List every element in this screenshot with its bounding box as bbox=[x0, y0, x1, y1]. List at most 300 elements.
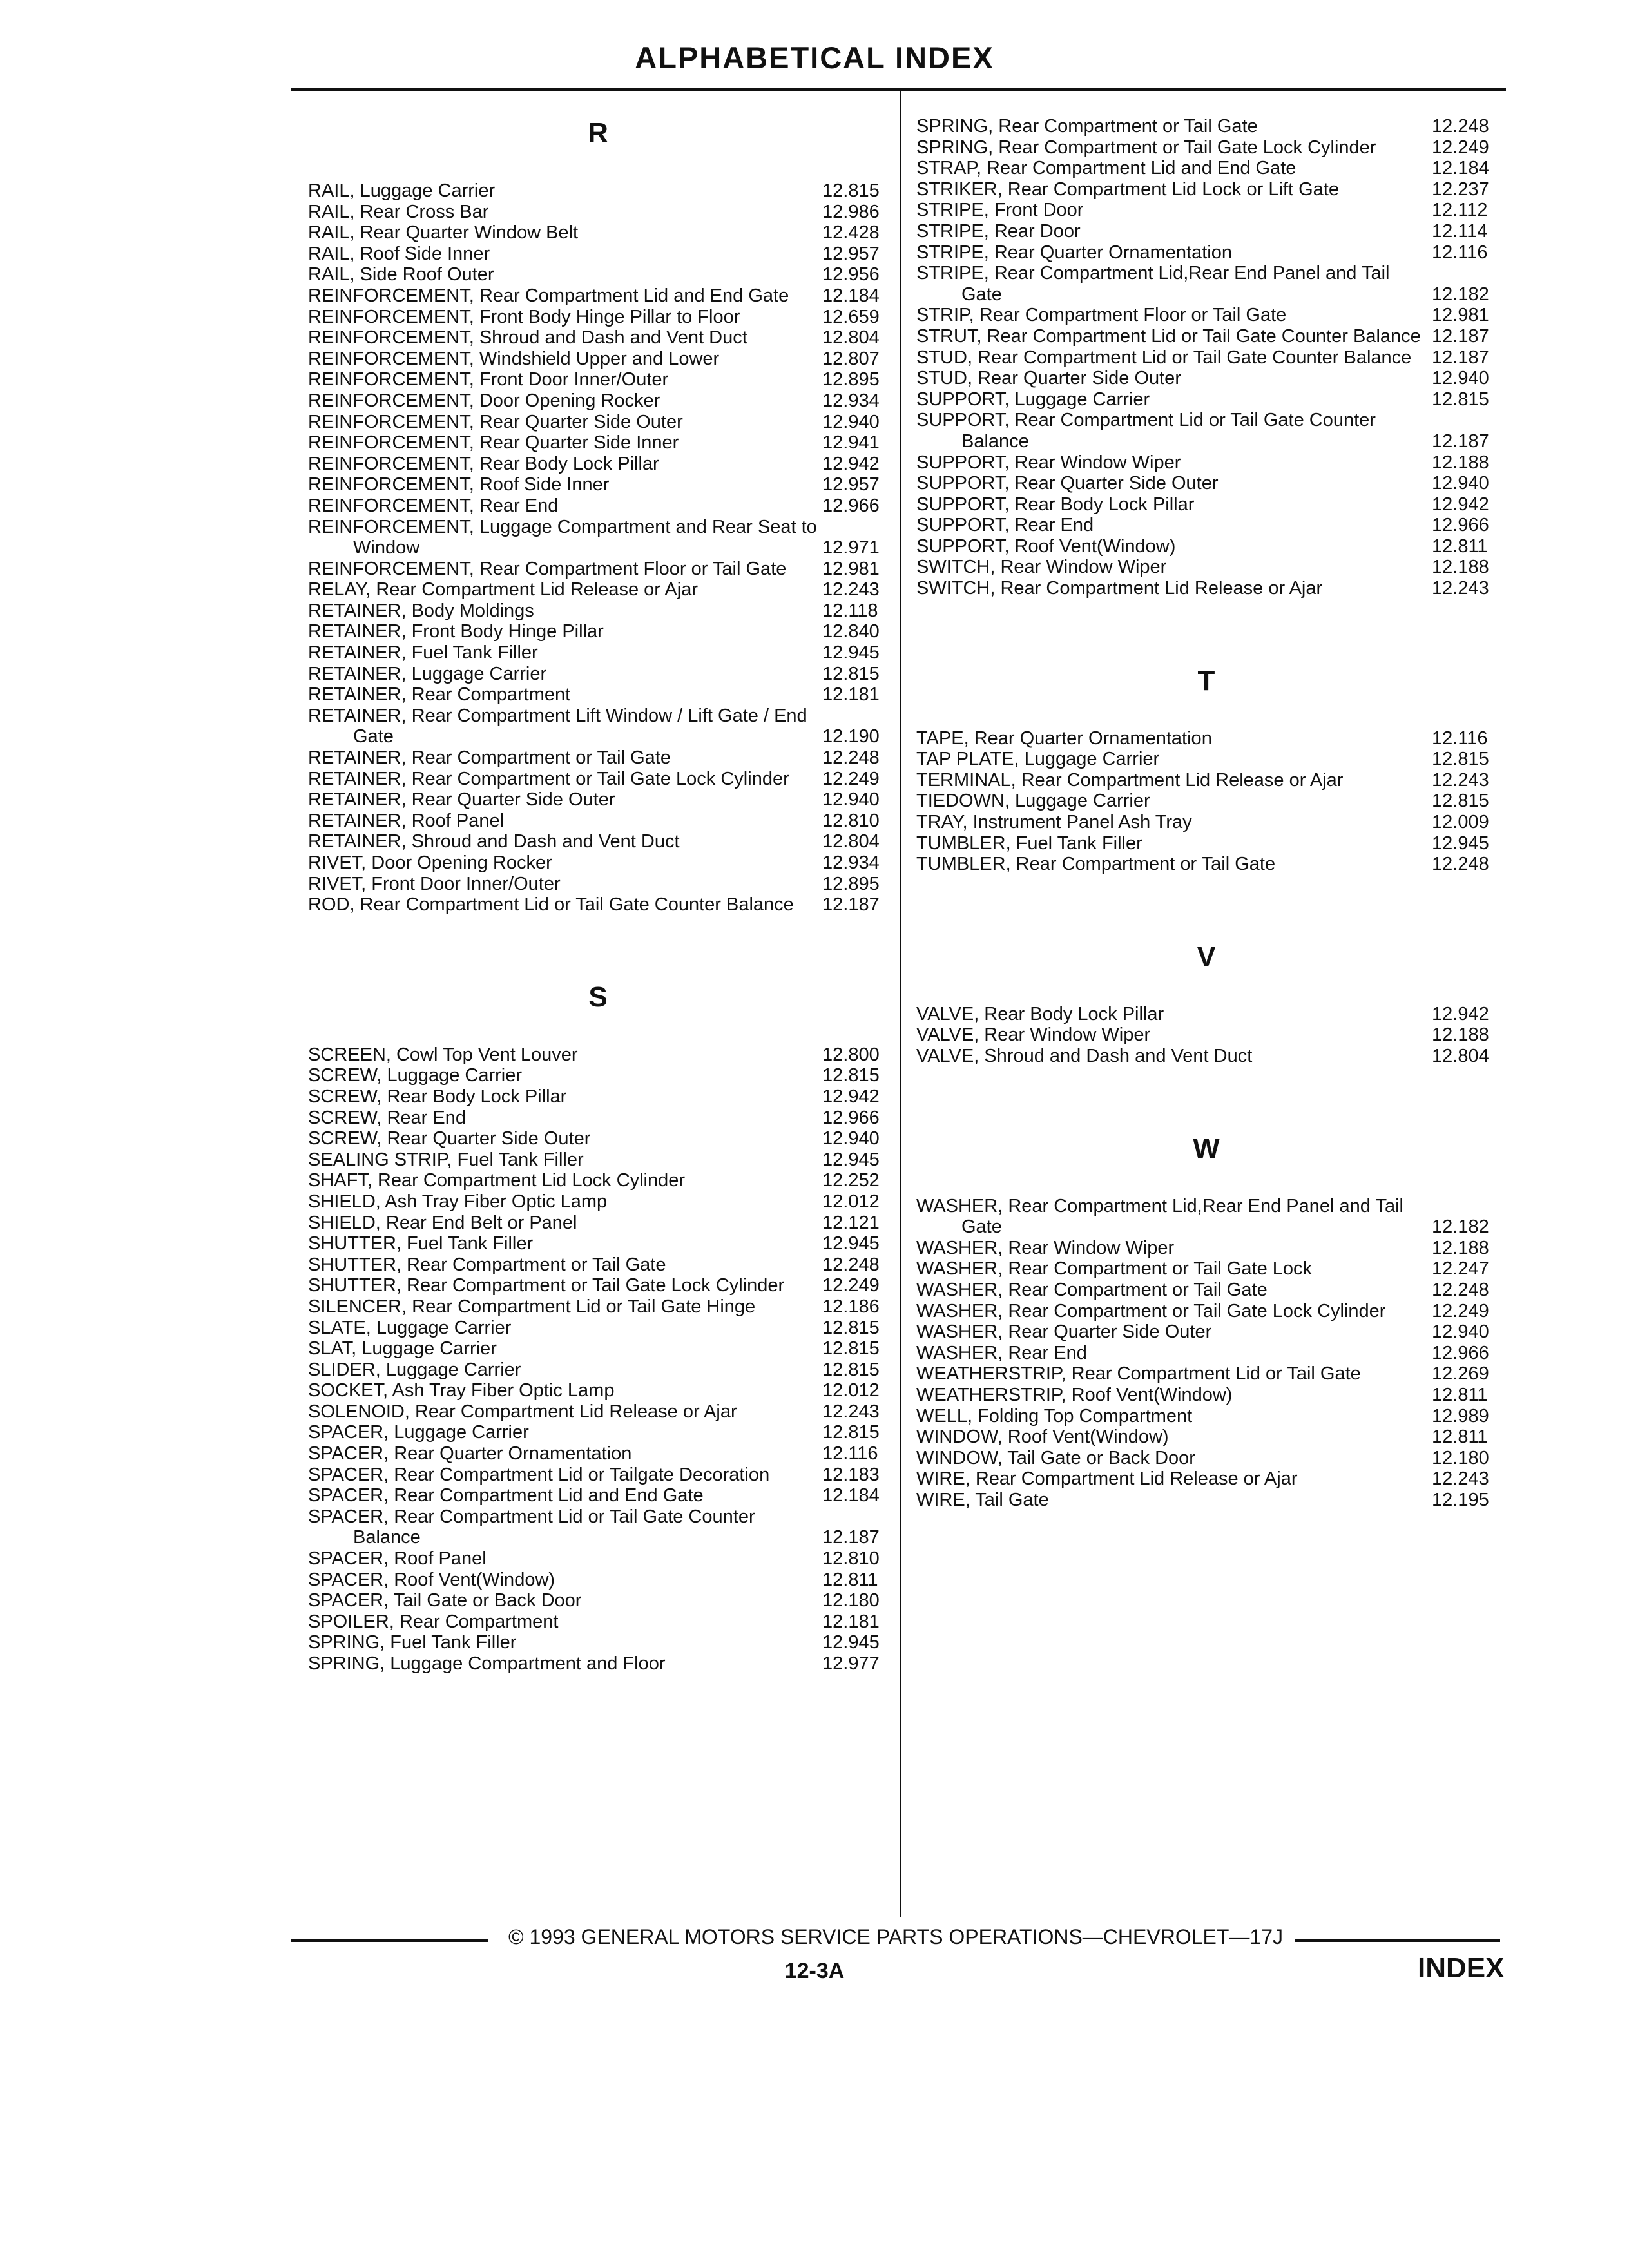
entry-page: 12.187 bbox=[822, 894, 880, 916]
entry-text: WINDOW, Tail Gate or Back Door bbox=[916, 1447, 1195, 1468]
entry-text: REINFORCEMENT, Rear Quarter Side Inner bbox=[308, 432, 679, 454]
entry-text: SHIELD, Rear End Belt or Panel bbox=[308, 1212, 577, 1233]
section-gap bbox=[916, 875, 1496, 939]
entry-text: SPACER, Rear Compartment Lid or Tailgate Decoration bbox=[308, 1464, 770, 1485]
entry-page: 12.187 bbox=[1432, 325, 1489, 347]
index-entry bbox=[308, 517, 888, 559]
section-gap bbox=[308, 916, 888, 980]
entry-page: 12.181 bbox=[822, 684, 880, 706]
index-entry bbox=[916, 158, 1496, 179]
entry-text: SPRING, Luggage Compartment and Floor bbox=[308, 1653, 666, 1674]
index-entry bbox=[308, 412, 888, 433]
entry-text: WEATHERSTRIP, Rear Compartment Lid or Tail Gate bbox=[916, 1363, 1361, 1385]
entry-page: 12.811 bbox=[1432, 1427, 1488, 1448]
entry-text: STUD, Rear Compartment Lid or Tail Gate Counter Balance bbox=[916, 347, 1412, 368]
entry-page: 12.118 bbox=[822, 600, 878, 621]
index-entry bbox=[916, 578, 1496, 599]
index-entry bbox=[308, 1065, 888, 1086]
entry-text: SLIDER, Luggage Carrier bbox=[308, 1359, 521, 1380]
index-entry bbox=[308, 1191, 888, 1213]
entry-page: 12.114 bbox=[1432, 220, 1488, 242]
entry-page: 12.237 bbox=[1432, 178, 1489, 200]
index-entry bbox=[916, 368, 1496, 389]
index-entry bbox=[916, 410, 1496, 452]
index-entry bbox=[308, 1128, 888, 1149]
index-entry bbox=[308, 244, 888, 265]
index-entry-list bbox=[916, 116, 1496, 599]
entry-text: SHAFT, Rear Compartment Lid Lock Cylinder bbox=[308, 1170, 686, 1191]
entry-text: SHUTTER, Rear Compartment or Tail Gate Lock Cylinder bbox=[308, 1275, 785, 1296]
index-entry bbox=[916, 137, 1496, 159]
index-entry bbox=[308, 579, 888, 601]
index-entry bbox=[308, 664, 888, 685]
index-entry bbox=[308, 621, 888, 642]
entry-page: 12.186 bbox=[822, 1296, 880, 1317]
entry-page: 12.248 bbox=[822, 1254, 880, 1275]
index-entry-list bbox=[916, 1196, 1496, 1511]
entry-page: 12.981 bbox=[1432, 305, 1489, 326]
entry-page: 12.940 bbox=[1432, 473, 1489, 494]
entry-text: SPACER, Rear Compartment Lid and End Gate bbox=[308, 1485, 704, 1506]
entry-text: VALVE, Rear Body Lock Pillar bbox=[916, 1003, 1164, 1024]
index-entry bbox=[308, 1401, 888, 1423]
entry-text: REINFORCEMENT, Shroud and Dash and Vent Duct bbox=[308, 327, 747, 349]
entry-page: 12.804 bbox=[1432, 1046, 1489, 1066]
entry-text: SHUTTER, Rear Compartment or Tail Gate bbox=[308, 1254, 666, 1275]
title-rule bbox=[291, 88, 1506, 91]
entry-text: VALVE, Rear Window Wiper bbox=[916, 1024, 1151, 1046]
entry-page: 12.243 bbox=[822, 1401, 880, 1422]
index-entry bbox=[308, 222, 888, 244]
entry-page: 12.815 bbox=[822, 1317, 880, 1338]
entry-text: RETAINER, Rear Compartment bbox=[308, 684, 571, 706]
entry-text: RETAINER, Shroud and Dash and Vent Duct bbox=[308, 831, 680, 852]
entry-text: WELL, Folding Top Compartment bbox=[916, 1405, 1193, 1427]
entry-text: SPACER, Rear Compartment Lid or Tail Gate Counter Balance bbox=[308, 1506, 755, 1548]
entry-text: REINFORCEMENT, Windshield Upper and Lower bbox=[308, 348, 720, 369]
entry-text: REINFORCEMENT, Luggage Compartment and Rear Seat to Window bbox=[308, 516, 817, 559]
index-entry bbox=[308, 1275, 888, 1296]
entry-text: WASHER, Rear Quarter Side Outer bbox=[916, 1321, 1212, 1343]
entry-text: WEATHERSTRIP, Roof Vent(Window) bbox=[916, 1384, 1233, 1405]
entry-page: 12.184 bbox=[822, 285, 880, 306]
entry-page: 12.187 bbox=[822, 1527, 880, 1548]
entry-text: RETAINER, Rear Compartment or Tail Gate Lock Cylinder bbox=[308, 768, 789, 789]
index-entry-list bbox=[308, 180, 888, 916]
entry-text: SUPPORT, Luggage Carrier bbox=[916, 389, 1150, 410]
entry-page: 12.966 bbox=[1432, 515, 1489, 536]
entry-page: 12.243 bbox=[1432, 769, 1489, 791]
entry-page: 12.249 bbox=[1432, 1300, 1489, 1321]
entry-page: 12.112 bbox=[1432, 200, 1488, 221]
index-entry bbox=[308, 1590, 888, 1611]
entry-text: SPACER, Tail Gate or Back Door bbox=[308, 1590, 582, 1611]
entry-page: 12.188 bbox=[1432, 1237, 1489, 1258]
entry-text: WASHER, Rear Compartment Lid,Rear End Panel and Tail Gate bbox=[916, 1195, 1403, 1238]
entry-text: RETAINER, Rear Quarter Side Outer bbox=[308, 789, 615, 811]
index-entry bbox=[308, 642, 888, 664]
index-entry bbox=[308, 852, 888, 874]
entry-text: WASHER, Rear Compartment or Tail Gate Lock Cylinder bbox=[916, 1300, 1386, 1321]
index-entry bbox=[916, 515, 1496, 536]
index-entry bbox=[916, 1024, 1496, 1046]
entry-page: 12.243 bbox=[822, 579, 880, 601]
entry-page: 12.934 bbox=[822, 852, 880, 873]
index-entry bbox=[916, 1448, 1496, 1469]
entry-page: 12.956 bbox=[822, 264, 880, 285]
index-entry bbox=[916, 116, 1496, 137]
index-entry bbox=[308, 1570, 888, 1591]
entry-text: RAIL, Rear Cross Bar bbox=[308, 201, 489, 222]
index-entry bbox=[916, 1363, 1496, 1385]
entry-text: SCREW, Rear Quarter Side Outer bbox=[308, 1128, 591, 1149]
entry-text: SPRING, Fuel Tank Filler bbox=[308, 1632, 517, 1653]
index-entry bbox=[308, 1108, 888, 1129]
index-entry bbox=[916, 347, 1496, 369]
footer-rule-left bbox=[291, 1939, 488, 1942]
entry-text: RAIL, Roof Side Inner bbox=[308, 243, 490, 264]
entry-text: WIRE, Tail Gate bbox=[916, 1489, 1049, 1510]
page-number: 12-3A bbox=[784, 1959, 845, 1983]
entry-text: STRIP, Rear Compartment Floor or Tail Gate bbox=[916, 305, 1287, 326]
right-column bbox=[916, 116, 1496, 1511]
entry-page: 12.269 bbox=[1432, 1363, 1489, 1385]
column-divider bbox=[900, 90, 901, 1917]
index-entry bbox=[916, 728, 1496, 749]
entry-page: 12.815 bbox=[822, 663, 880, 684]
entry-page: 12.942 bbox=[822, 1086, 880, 1107]
entry-page: 12.807 bbox=[822, 348, 880, 369]
entry-page: 12.966 bbox=[822, 1107, 880, 1128]
index-entry bbox=[308, 601, 888, 622]
entry-text: SWITCH, Rear Compartment Lid Release or Ajar bbox=[916, 578, 1323, 599]
entry-text: SOCKET, Ash Tray Fiber Optic Lamp bbox=[308, 1380, 615, 1401]
entry-text: WASHER, Rear Window Wiper bbox=[916, 1237, 1175, 1258]
index-entry bbox=[308, 769, 888, 790]
entry-page: 12.940 bbox=[1432, 1321, 1489, 1343]
entry-page: 12.243 bbox=[1432, 1468, 1489, 1490]
entry-page: 12.012 bbox=[822, 1380, 880, 1401]
entry-page: 12.243 bbox=[1432, 578, 1489, 599]
entry-page: 12.971 bbox=[822, 537, 880, 559]
entry-page: 12.804 bbox=[822, 831, 880, 852]
entry-text: SCREW, Rear End bbox=[308, 1107, 466, 1128]
entry-text: TIEDOWN, Luggage Carrier bbox=[916, 791, 1150, 812]
entry-text: WINDOW, Roof Vent(Window) bbox=[916, 1427, 1169, 1448]
entry-page: 12.940 bbox=[822, 1128, 880, 1149]
index-entry bbox=[308, 1465, 888, 1486]
section-letter-heading: W bbox=[1193, 1132, 1220, 1164]
entry-page: 12.840 bbox=[822, 621, 880, 642]
index-entry bbox=[308, 1044, 888, 1066]
entry-page: 12.966 bbox=[1432, 1342, 1489, 1363]
entry-text: TAP PLATE, Luggage Carrier bbox=[916, 749, 1160, 770]
entry-page: 12.895 bbox=[822, 369, 880, 390]
index-entry bbox=[916, 833, 1496, 854]
index-entry bbox=[308, 495, 888, 517]
entry-text: SUPPORT, Rear Window Wiper bbox=[916, 452, 1181, 473]
entry-page: 12.942 bbox=[1432, 1003, 1489, 1024]
entry-page: 12.945 bbox=[822, 1149, 880, 1170]
section-letter-heading: V bbox=[1197, 940, 1216, 972]
entry-page: 12.934 bbox=[822, 390, 880, 411]
index-entry bbox=[308, 369, 888, 390]
index-entry bbox=[308, 1086, 888, 1108]
entry-page: 12.009 bbox=[1432, 812, 1489, 833]
entry-page: 12.181 bbox=[822, 1611, 880, 1632]
index-entry bbox=[916, 536, 1496, 557]
index-entry bbox=[308, 1318, 888, 1339]
index-entry bbox=[308, 327, 888, 349]
section-letter-heading: T bbox=[1197, 664, 1215, 697]
entry-text: STRIPE, Front Door bbox=[916, 200, 1084, 221]
index-entry bbox=[308, 1485, 888, 1506]
entry-page: 12.895 bbox=[822, 873, 880, 894]
entry-page: 12.810 bbox=[822, 1548, 880, 1570]
entry-text: SHIELD, Ash Tray Fiber Optic Lamp bbox=[308, 1191, 608, 1212]
entry-page: 12.188 bbox=[1432, 1024, 1489, 1046]
entry-text: RETAINER, Roof Panel bbox=[308, 810, 505, 831]
entry-page: 12.248 bbox=[1432, 854, 1489, 875]
entry-text: SLAT, Luggage Carrier bbox=[308, 1338, 497, 1360]
section-letter-heading: R bbox=[588, 117, 608, 149]
section-gap bbox=[916, 599, 1496, 664]
index-entry bbox=[308, 811, 888, 832]
entry-text: STRIKER, Rear Compartment Lid Lock or Lift Gate bbox=[916, 178, 1339, 200]
entry-page: 12.940 bbox=[1432, 368, 1489, 389]
entry-text: STUD, Rear Quarter Side Outer bbox=[916, 368, 1181, 389]
entry-page: 12.800 bbox=[822, 1044, 880, 1065]
entry-page: 12.184 bbox=[822, 1485, 880, 1506]
entry-text: SWITCH, Rear Window Wiper bbox=[916, 557, 1167, 578]
entry-page: 12.252 bbox=[822, 1170, 880, 1191]
entry-page: 12.815 bbox=[822, 1422, 880, 1443]
entry-page: 12.957 bbox=[822, 243, 880, 264]
entry-page: 12.942 bbox=[1432, 494, 1489, 515]
index-entry bbox=[308, 559, 888, 580]
entry-page: 12.248 bbox=[822, 747, 880, 769]
entry-text: RETAINER, Fuel Tank Filler bbox=[308, 642, 538, 664]
index-entry bbox=[308, 789, 888, 811]
index-entry bbox=[916, 221, 1496, 242]
entry-page: 12.945 bbox=[822, 1233, 880, 1254]
entry-text: SOLENOID, Rear Compartment Lid Release or Ajar bbox=[308, 1401, 737, 1422]
entry-page: 12.811 bbox=[822, 1569, 878, 1590]
entry-text: SHUTTER, Fuel Tank Filler bbox=[308, 1233, 534, 1254]
index-entry bbox=[916, 557, 1496, 578]
index-entry bbox=[308, 747, 888, 769]
index-entry bbox=[916, 1258, 1496, 1280]
footer-rule-right bbox=[1295, 1939, 1500, 1942]
index-entry bbox=[308, 1233, 888, 1254]
entry-page: 12.187 bbox=[1432, 430, 1489, 452]
entry-text: SUPPORT, Rear End bbox=[916, 515, 1094, 536]
entry-page: 12.815 bbox=[822, 1065, 880, 1086]
entry-page: 12.966 bbox=[822, 495, 880, 516]
index-entry bbox=[916, 1427, 1496, 1448]
entry-text: STRIPE, Rear Quarter Ornamentation bbox=[916, 242, 1232, 263]
entry-text: TERMINAL, Rear Compartment Lid Release or Ajar bbox=[916, 769, 1344, 791]
index-entry bbox=[916, 1490, 1496, 1511]
entry-text: WASHER, Rear Compartment or Tail Gate bbox=[916, 1279, 1268, 1300]
entry-text: VALVE, Shroud and Dash and Vent Duct bbox=[916, 1046, 1253, 1066]
index-entry bbox=[308, 1360, 888, 1381]
index-entry bbox=[916, 1385, 1496, 1406]
entry-text: REINFORCEMENT, Rear Compartment Floor or Tail Gate bbox=[308, 558, 787, 579]
index-entry bbox=[308, 432, 888, 454]
index-entry bbox=[308, 1338, 888, 1360]
index-entry bbox=[916, 389, 1496, 410]
entry-text: WASHER, Rear Compartment or Tail Gate Lock bbox=[916, 1258, 1313, 1280]
entry-page: 12.182 bbox=[1432, 1216, 1489, 1238]
entry-text: SCREEN, Cowl Top Vent Louver bbox=[308, 1044, 578, 1065]
index-entry bbox=[308, 1254, 888, 1276]
entry-page: 12.811 bbox=[1432, 1384, 1488, 1405]
index-entry bbox=[916, 1004, 1496, 1025]
entry-text: SPOILER, Rear Compartment bbox=[308, 1611, 559, 1632]
entry-page: 12.188 bbox=[1432, 557, 1489, 578]
index-entry bbox=[308, 349, 888, 370]
entry-page: 12.182 bbox=[1432, 284, 1489, 305]
entry-text: SILENCER, Rear Compartment Lid or Tail Gate Hinge bbox=[308, 1296, 756, 1317]
entry-page: 12.121 bbox=[822, 1212, 880, 1233]
left-column bbox=[308, 116, 888, 1675]
entry-text: RAIL, Luggage Carrier bbox=[308, 180, 496, 201]
entry-text: SPACER, Rear Quarter Ornamentation bbox=[308, 1443, 632, 1465]
entry-text: TRAY, Instrument Panel Ash Tray bbox=[916, 812, 1192, 833]
index-entry bbox=[916, 326, 1496, 347]
entry-text: STRAP, Rear Compartment Lid and End Gate bbox=[916, 158, 1296, 179]
index-entry bbox=[916, 1301, 1496, 1322]
entry-page: 12.247 bbox=[1432, 1258, 1489, 1280]
entry-page: 12.942 bbox=[822, 453, 880, 474]
entry-page: 12.428 bbox=[822, 222, 880, 244]
entry-page: 12.180 bbox=[822, 1590, 880, 1611]
entry-text: REINFORCEMENT, Rear Compartment Lid and End Gate bbox=[308, 285, 789, 306]
entry-text: REINFORCEMENT, Rear Quarter Side Outer bbox=[308, 411, 683, 432]
entry-text: SLATE, Luggage Carrier bbox=[308, 1317, 512, 1338]
index-entry bbox=[308, 1632, 888, 1653]
entry-text: SEALING STRIP, Fuel Tank Filler bbox=[308, 1149, 584, 1170]
entry-text: TUMBLER, Rear Compartment or Tail Gate bbox=[916, 854, 1276, 875]
index-entry bbox=[308, 1170, 888, 1191]
index-entry bbox=[308, 874, 888, 895]
index-entry bbox=[308, 1380, 888, 1401]
entry-page: 12.180 bbox=[1432, 1447, 1489, 1468]
index-entry bbox=[308, 1296, 888, 1318]
entry-text: RETAINER, Front Body Hinge Pillar bbox=[308, 621, 604, 642]
index-entry bbox=[308, 264, 888, 285]
entry-text: SPRING, Rear Compartment or Tail Gate bbox=[916, 116, 1258, 137]
entry-text: REINFORCEMENT, Front Door Inner/Outer bbox=[308, 369, 669, 390]
entry-page: 12.815 bbox=[1432, 389, 1489, 410]
entry-page: 12.248 bbox=[1432, 1279, 1489, 1300]
entry-text: REINFORCEMENT, Rear Body Lock Pillar bbox=[308, 453, 659, 474]
index-entry bbox=[916, 494, 1496, 515]
entry-text: SUPPORT, Roof Vent(Window) bbox=[916, 535, 1176, 557]
entry-text: TAPE, Rear Quarter Ornamentation bbox=[916, 727, 1212, 749]
index-entry bbox=[308, 1506, 888, 1548]
index-entry bbox=[308, 285, 888, 307]
index-entry-list bbox=[308, 1044, 888, 1675]
index-entry bbox=[916, 452, 1496, 474]
entry-page: 12.945 bbox=[822, 642, 880, 664]
entry-text: WASHER, Rear End bbox=[916, 1342, 1087, 1363]
entry-page: 12.184 bbox=[1432, 158, 1489, 179]
index-entry bbox=[308, 1443, 888, 1465]
entry-text: SPRING, Rear Compartment or Tail Gate Lock Cylinder bbox=[916, 137, 1376, 158]
index-entry bbox=[308, 1653, 888, 1675]
index-entry bbox=[308, 1548, 888, 1570]
entry-text: SCREW, Luggage Carrier bbox=[308, 1065, 523, 1086]
entry-page: 12.989 bbox=[1432, 1405, 1489, 1427]
entry-page: 12.945 bbox=[822, 1632, 880, 1653]
entry-page: 12.187 bbox=[1432, 347, 1489, 368]
index-entry bbox=[916, 179, 1496, 200]
entry-page: 12.116 bbox=[822, 1443, 878, 1465]
index-entry bbox=[916, 473, 1496, 494]
entry-text: WIRE, Rear Compartment Lid Release or Ajar bbox=[916, 1468, 1298, 1490]
index-entry bbox=[916, 305, 1496, 326]
footer-copyright: © 1993 GENERAL MOTORS SERVICE PARTS OPERATIONS—CHEVROLET—17J bbox=[508, 1925, 1283, 1948]
index-entry bbox=[916, 770, 1496, 791]
index-entry-list bbox=[916, 728, 1496, 875]
entry-page: 12.815 bbox=[1432, 791, 1489, 812]
entry-text: SUPPORT, Rear Body Lock Pillar bbox=[916, 494, 1195, 515]
index-entry bbox=[308, 180, 888, 202]
entry-page: 12.116 bbox=[1432, 242, 1488, 263]
entry-page: 12.945 bbox=[1432, 832, 1489, 854]
entry-text: RELAY, Rear Compartment Lid Release or Ajar bbox=[308, 579, 698, 601]
index-entry bbox=[916, 1046, 1496, 1067]
entry-page: 12.188 bbox=[1432, 452, 1489, 473]
entry-page: 12.815 bbox=[822, 1359, 880, 1380]
entry-page: 12.248 bbox=[1432, 116, 1489, 137]
page-title: ALPHABETICAL INDEX bbox=[635, 41, 994, 75]
index-entry bbox=[916, 749, 1496, 770]
entry-page: 12.195 bbox=[1432, 1489, 1489, 1510]
entry-page: 12.012 bbox=[822, 1191, 880, 1212]
index-entry bbox=[308, 831, 888, 852]
section-gap bbox=[916, 1067, 1496, 1131]
index-entry bbox=[916, 812, 1496, 833]
index-entry bbox=[308, 1422, 888, 1443]
section-name: INDEX bbox=[1418, 1952, 1505, 1984]
entry-text: RAIL, Rear Quarter Window Belt bbox=[308, 222, 579, 244]
entry-page: 12.811 bbox=[1432, 535, 1488, 557]
entry-page: 12.190 bbox=[822, 726, 880, 747]
index-entry bbox=[308, 474, 888, 495]
index-entry bbox=[308, 706, 888, 747]
index-entry bbox=[308, 1213, 888, 1234]
entry-text: SPACER, Roof Vent(Window) bbox=[308, 1569, 555, 1590]
index-entry-list bbox=[916, 1004, 1496, 1067]
entry-text: RETAINER, Rear Compartment Lift Window / Lift Gate / End Gate bbox=[308, 705, 807, 747]
entry-text: STRIPE, Rear Door bbox=[916, 220, 1081, 242]
entry-text: RIVET, Front Door Inner/Outer bbox=[308, 873, 561, 894]
entry-page: 12.249 bbox=[1432, 137, 1489, 158]
entry-page: 12.981 bbox=[822, 558, 880, 579]
index-entry bbox=[916, 1280, 1496, 1301]
index-entry bbox=[916, 263, 1496, 305]
index-entry bbox=[916, 1406, 1496, 1427]
entry-page: 12.804 bbox=[822, 327, 880, 349]
entry-text: SUPPORT, Rear Compartment Lid or Tail Gate Counter Balance bbox=[916, 410, 1376, 452]
entry-text: SCREW, Rear Body Lock Pillar bbox=[308, 1086, 567, 1107]
index-entry bbox=[916, 1321, 1496, 1343]
entry-text: RETAINER, Rear Compartment or Tail Gate bbox=[308, 747, 671, 769]
entry-page: 12.659 bbox=[822, 306, 880, 327]
